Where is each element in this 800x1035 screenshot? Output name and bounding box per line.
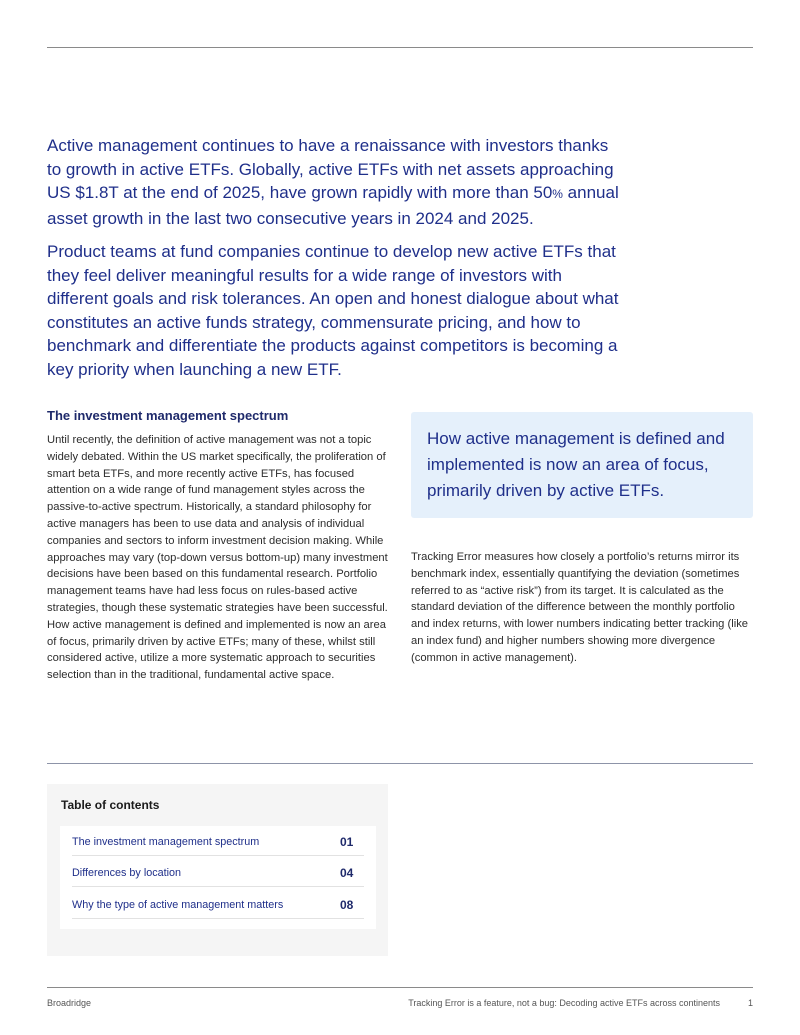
toc-item-location[interactable] [72, 859, 364, 887]
top-divider [47, 47, 753, 48]
toc-item-page: 08 [340, 898, 354, 912]
pull-quote-text: How active management is defined and implemented is now an area of focus, primarily driven by active ETFs. [427, 429, 725, 500]
spectrum-section [47, 407, 392, 684]
toc-title: Table of contents [61, 798, 160, 812]
footer-divider [47, 987, 753, 988]
toc-item-page: 01 [340, 835, 354, 849]
middle-divider [47, 763, 753, 764]
intro-section [47, 134, 627, 381]
tracking-error-body: Tracking Error measures how closely a portfolio’s returns mirror its benchmark index, essentially quantifying the deviation (sometimes referred to as “active risk”) from its target. It is calculated as the standard deviation of the difference between the monthly portfolio and index returns, with lower numbers indicating better tracking (like an index fund) and higher numbers showing more divergence (common in active management). [411, 551, 749, 664]
footer-brand: Broadridge [47, 998, 92, 1008]
percent-sign: % [552, 187, 563, 201]
spectrum-body: Until recently, the definition of active management was not a topic widely debated. Within the US market specifically, the proliferation of smart beta ETFs, and more recently active ETFs, has focused attention on a wide range of fund management styles across the passive-to-active spectrum. Historically, a standard philosophy for active managers has been to use data and analysis of individual companies and sectors to inform investment decision making. While approaches may vary (top-down versus bottom-up) many investment decisions have been based on this fundamental research. Portfolio management teams have had less focus on rules-based active strategies, though these systematic strategies have been successful. How active management is defined and implemented is now an area of focus, primarily driven by active ETFs; many of these, whilst still considered active, utilize a more systematic approach to securities selection than in the traditional, fundamental active space. [47, 434, 388, 682]
table-of-contents [47, 784, 388, 956]
toc-item-label[interactable]: Why the type of active management matters [72, 899, 284, 911]
tracking-error-section [411, 549, 756, 667]
footer-doc-title: Tracking Error is a feature, not a bug: Decoding active ETFs across continents [408, 998, 720, 1008]
pull-quote-callout [411, 412, 753, 518]
toc-item-spectrum[interactable] [72, 828, 364, 856]
section-heading: The investment management spectrum [47, 408, 289, 423]
toc-item-label[interactable]: The investment management spectrum [72, 836, 260, 848]
toc-item-label[interactable]: Differences by location [72, 867, 182, 879]
toc-item-why-matters[interactable] [72, 891, 364, 919]
toc-list [60, 826, 376, 929]
toc-item-page: 04 [340, 866, 354, 880]
footer-page-number: 1 [748, 998, 754, 1008]
intro-paragraph-1: Active management continues to have a renaissance with investors thanks to growth in active ETFs. Globally, active ETFs with net assets approaching US $1.8T at the end of 2025, have grown rapidly with more than 50% annual asset growth in the last two consecutive years in 2024 and 2025. [47, 136, 619, 228]
intro-paragraph-2: Product teams at fund companies continue to develop new active ETFs that they feel deliver meaningful results for a wide range of investors with different goals and risk tolerances. An open and honest dialogue about what constitutes an active funds strategy, commensurate pricing, and how to benchmark and differentiate the products against competitors is becoming a key priority when launching a new ETF. [47, 242, 619, 379]
